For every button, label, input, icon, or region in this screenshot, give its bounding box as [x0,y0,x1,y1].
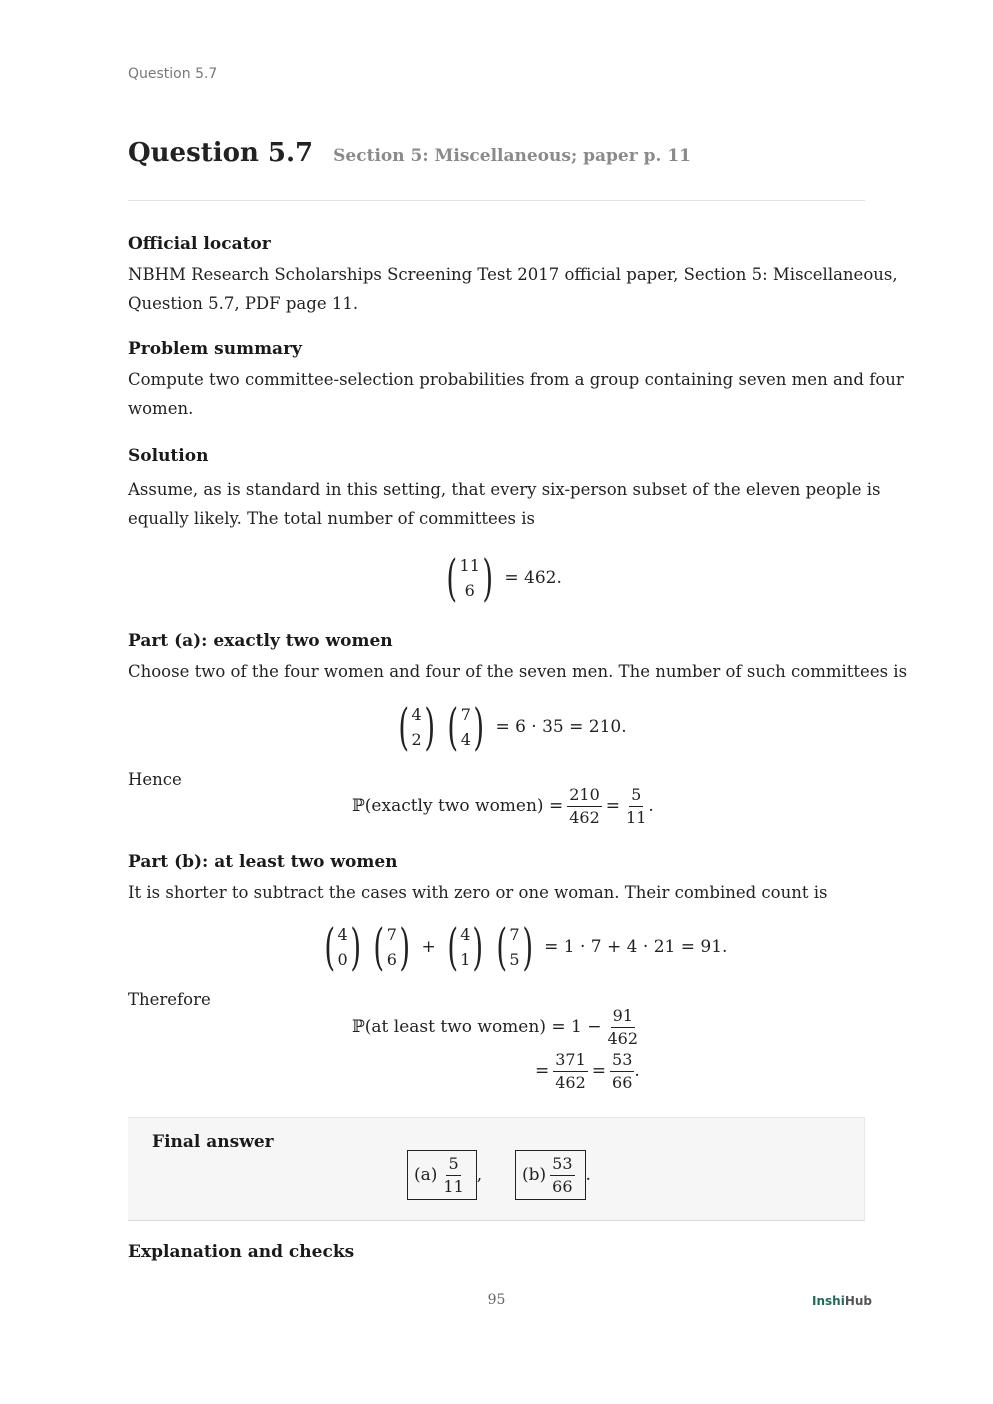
equation-a-prob [352,783,654,829]
hence-label: Hence [128,770,182,789]
comma: , [476,1165,483,1185]
frac-num: 53 [550,1153,574,1176]
binom-bottom: 6 [386,950,397,969]
equation-a-count [392,699,632,755]
frac-num: 53 [610,1049,634,1072]
equation-rhs: = 462. [504,568,562,588]
fraction [624,784,648,829]
frac-den: 462 [555,1072,586,1092]
brand-part1: Inshi [812,1294,845,1308]
frac-num: 5 [629,784,643,807]
frac-den: 11 [443,1176,464,1196]
binom-top: 4 [460,925,471,944]
period: . [648,796,654,816]
frac-num: 210 [567,784,602,807]
frac-den: 66 [552,1176,573,1196]
fraction [605,1005,640,1050]
final-answer-heading: Final answer [152,1132,274,1152]
frac-den: 462 [569,807,600,827]
fraction [550,1153,574,1198]
frac-num: 91 [611,1005,635,1028]
summary-text-line2: women. [128,399,194,418]
question-title [128,138,691,168]
prob-lhs: ℙ(at least two women) = 1 − [352,1017,602,1037]
equals-sign: = [591,1061,607,1081]
binomial: ( 7 4 ) [447,698,485,756]
binom-bottom: 1 [460,950,471,969]
binom-top: 4 [337,925,348,944]
period: . [585,1165,591,1185]
binom-bottom: 5 [509,950,520,969]
fraction [553,1049,588,1094]
final-answer-a [407,1151,482,1199]
binom-top: 11 [459,556,480,575]
locator-text-line2: Question 5.7, PDF page 11. [128,294,359,313]
equation-b-count [318,919,732,975]
answer-b-label: (b) [522,1165,547,1185]
binom-top: 7 [509,925,520,944]
frac-den: 462 [607,1028,639,1048]
summary-heading: Problem summary [128,339,302,359]
boxed-answer-b [515,1150,586,1200]
solution-text-line1: Assume, as is standard in this setting, that every six-person subset of the eleven people is [128,480,881,499]
prob-lhs: ℙ(exactly two women) = [352,796,564,816]
binom-bottom: 4 [460,730,471,749]
equals-sign: = [535,1061,550,1081]
final-answer-b [515,1151,591,1199]
binom-bottom: 0 [337,950,348,969]
binomial: ( 11 6 ) [446,549,493,607]
period: . [634,1061,640,1081]
equation-b-prob-line1 [352,1004,644,1050]
binom-top: 7 [460,705,471,724]
binom-top: 7 [386,925,397,944]
part-b-text: It is shorter to subtract the cases with zero or one woman. Their combined count is [128,883,828,902]
explanation-heading: Explanation and checks [128,1242,355,1262]
page-number: 95 [487,1292,506,1308]
locator-heading: Official locator [128,234,271,254]
brand-logo [812,1294,872,1308]
locator-text-line1: NBHM Research Scholarships Screening Test 2017 official paper, Section 5: Miscellaneous, [128,265,898,284]
brand-part2: Hub [844,1294,872,1308]
title-divider [128,200,865,201]
frac-num: 371 [553,1049,588,1072]
equation-total [440,550,567,606]
fraction [610,1049,634,1094]
equals-sign: = [605,796,621,816]
binomial: ( 7 5 ) [496,918,533,976]
part-a-text: Choose two of the four women and four of the seven men. The number of such committees is [128,662,908,681]
binom-bottom: 2 [411,730,422,749]
fraction [441,1153,465,1198]
question-subtitle: Section 5: Miscellaneous; paper p. 11 [333,146,691,166]
summary-text-line1: Compute two committee-selection probabilities from a group containing seven men and four [128,370,904,389]
frac-den: 11 [626,807,647,827]
solution-heading: Solution [128,446,209,466]
equation-rhs: = 6 · 35 = 210. [495,717,627,737]
therefore-label: Therefore [128,990,211,1009]
equation-rhs: = 1 · 7 + 4 · 21 = 91. [544,937,728,957]
frac-den: 66 [612,1072,633,1092]
plus-sign: + [421,937,436,957]
binomial: ( 7 6 ) [373,918,411,976]
binomial: ( 4 1 ) [447,918,484,976]
binomial: ( 4 0 ) [324,918,361,976]
equation-b-prob-line2 [535,1048,640,1094]
part-b-heading: Part (b): at least two women [128,852,398,872]
binomial: ( 4 2 ) [398,698,435,756]
binom-bottom: 6 [464,581,475,600]
answer-a-label: (a) [414,1165,438,1185]
solution-text-line2: equally likely. The total number of committees is [128,509,535,528]
question-title-main: Question 5.7 [128,138,314,168]
frac-num: 5 [446,1153,460,1176]
binom-top: 4 [411,705,422,724]
fraction [567,784,602,829]
running-header: Question 5.7 [128,66,218,82]
boxed-answer-a [407,1150,477,1200]
part-a-heading: Part (a): exactly two women [128,631,393,651]
